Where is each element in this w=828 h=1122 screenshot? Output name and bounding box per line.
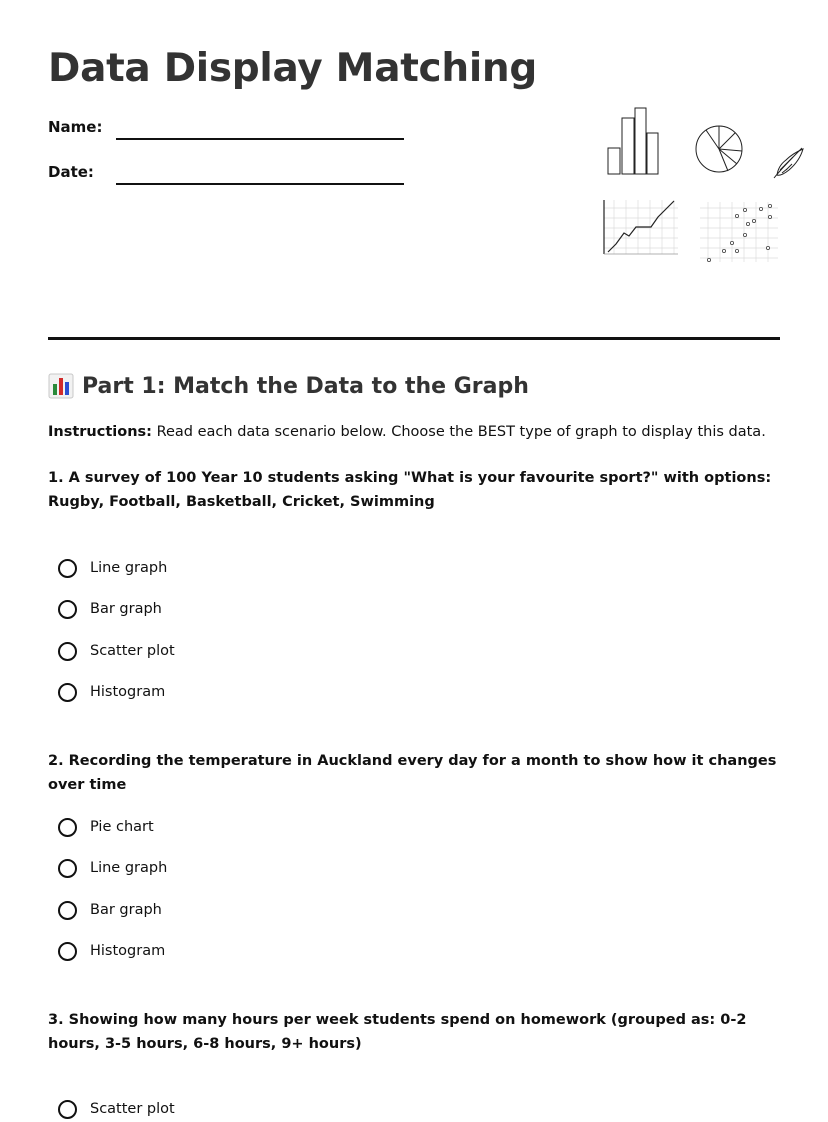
part1-heading-text: Part 1: Match the Data to the Graph [82,373,529,399]
radio-button[interactable] [58,559,77,578]
option-label: Line graph [90,860,168,876]
question-1-prompt: 1. A survey of 100 Year 10 students asking "What is your favourite sport?" with options: Rugby, Football, Basketball, Cricket, Swimming [48,470,772,510]
bar-chart-emoji-icon [48,373,74,399]
radio-button[interactable] [58,818,77,837]
date-writing-line [116,183,404,185]
instructions-label: Instructions: [48,424,152,440]
graph-doodles [596,100,811,270]
option-label: Bar graph [90,902,162,918]
q1-option-histogram[interactable] [58,679,165,705]
q2-option-histogram[interactable] [58,938,165,964]
q1-option-bar-graph[interactable] [58,596,162,622]
radio-button[interactable] [58,901,77,920]
q1-option-scatter-plot[interactable] [58,638,175,664]
q2-option-line-graph[interactable] [58,855,167,881]
radio-button[interactable] [58,1100,77,1119]
option-label: Histogram [90,684,166,700]
radio-button[interactable] [58,683,77,702]
scatter-plot-icon [700,202,778,262]
q2-option-pie-chart[interactable] [58,814,154,840]
q3-option-scatter-plot[interactable] [58,1096,175,1122]
line-graph-icon [604,200,678,254]
fern-leaf-icon [774,148,803,178]
instructions-text: Read each data scenario below. Choose the BEST type of graph to display this data. [151,424,766,440]
q1-option-line-graph[interactable] [58,555,167,581]
name-label: Name: [48,118,103,136]
option-label: Histogram [90,943,166,959]
question-3-prompt: 3. Showing how many hours per week students spend on homework (grouped as: 0-2 hours, 3-5 hours, 6-8 hours, 9+ hours) [48,1012,747,1052]
section-divider [48,337,780,340]
q2-option-bar-graph[interactable] [58,897,162,923]
page-title: Data Display Matching [48,46,537,91]
pie-chart-icon [696,126,742,172]
option-label: Line graph [90,560,168,576]
bar-graph-icon [608,108,658,174]
option-label: Pie chart [90,819,154,835]
radio-button[interactable] [58,942,77,961]
radio-button[interactable] [58,859,77,878]
option-label: Bar graph [90,601,162,617]
option-label: Scatter plot [90,643,175,659]
radio-button[interactable] [58,642,77,661]
name-writing-line [116,138,404,140]
date-label: Date: [48,163,94,181]
question-2-prompt: 2. Recording the temperature in Auckland every day for a month to show how it changes over time [48,753,777,793]
radio-button[interactable] [58,600,77,619]
name-field [48,118,408,148]
part1-heading [48,373,529,399]
instructions [48,424,780,440]
date-field [48,163,408,193]
option-label: Scatter plot [90,1101,175,1117]
